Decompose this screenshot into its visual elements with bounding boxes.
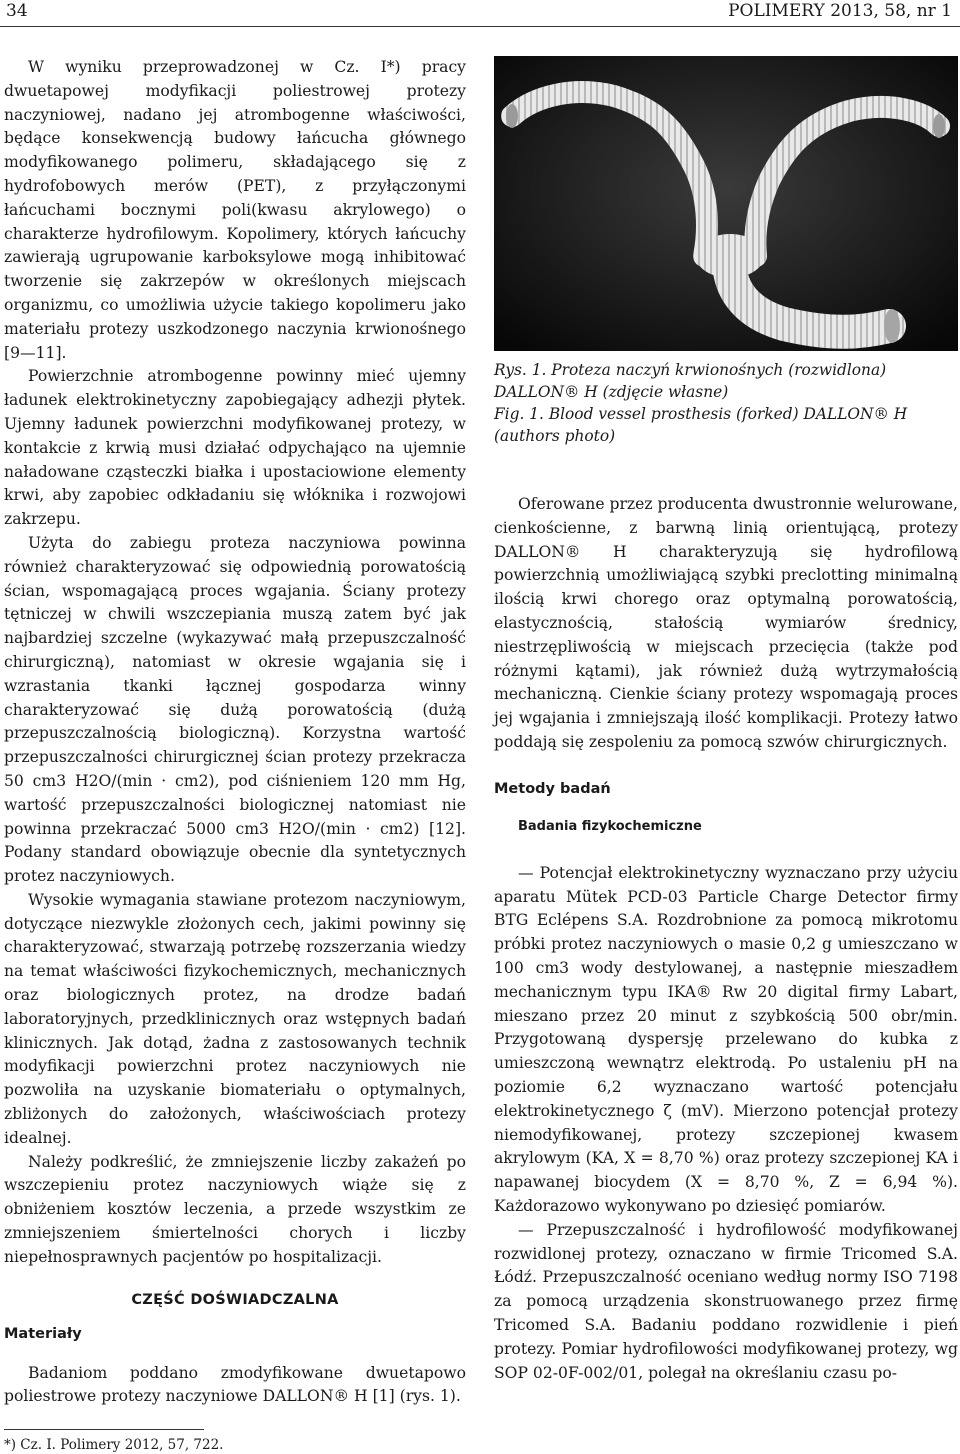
footnote: *) Cz. I. Polimery 2012, 57, 722.: [4, 1437, 224, 1454]
paragraph-infections: Należy podkreślić, że zmniejszenie liczby zakażeń po wszczepieniu protez naczyniowych wiąże się z obniżeniem kosztów leczenia, a przede wszystkim ze zmniejszeniem śmiertelności chorych i liczby niepełnosprawnych pacjentów po hospitalizacji.: [4, 1152, 466, 1266]
methods-title: Metody badań: [494, 780, 611, 797]
right-column: [494, 56, 958, 1385]
paragraph-product-description: Oferowane przez producenta dwustronnie welurowane, cienkościenne, z barwną linią orientującą, protezy DALLON® H charakteryzują się hydrofilową powierzchnią umożliwiającą szybki preclotting minimalną ilością krwi chorego oraz optymalną porowatością, elastycznością, stałością wymiarów średnicy, niestrzępliwością w miejscach przecięcia (także pod różnymi kątami), jak również dużą wytrzymałością mechaniczną. Cienkie ściany protezy wspomagają proces jej wgajania i zmniejszają ilość komplikacji. Protezy łatwo poddają się zespoleniu za pomocą szwów chirurgicznych.: [494, 495, 958, 751]
figure-photo: [494, 56, 958, 351]
journal-header: POLIMERY 2013, 58, nr 1: [728, 1, 952, 21]
paragraph-requirements: Wysokie wymagania stawiane protezom naczyniowym, dotyczące niezwykle złożonych cech, jakimi powinny się charakteryzować, stwarzają potrzebę rozszerzania wiedzy na temat właściwości fizykochemicznych, mechanicznych oraz biologicznych protez, na drodze badań laboratoryjnych, przedklinicznych oraz wstępnych badań klinicznych. Jak dotąd, żadna z zastosowanych technik modyfikacji powierzchni protez naczyniowych nie pozwoliła na uzyskanie biomateriału o optymalnych, zbliżonych do założonych, właściwościach protezy idealnej.: [4, 890, 466, 1147]
prosthesis-photo-image: [494, 56, 958, 351]
physchem-title: Badania fizykochemiczne: [518, 818, 702, 834]
figure-caption-english: Fig. 1. Blood vessel prosthesis (forked) DALLON® H (authors photo): [494, 405, 908, 445]
header-rule: [0, 26, 960, 27]
page-number: 34: [6, 1, 28, 21]
paragraph-charge: Powierzchnie atrombogenne powinny mieć ujemny ładunek elektrokinetyczny zapobiegający adhezji płytek. Ujemny ładunek powierzchni modyfikowanej protezy, w kontakcie z krwią musi działać odpychająco na ujemnie naładowane cząsteczki białka i upostaciowione elementy krwi, aby zapobiec odkładaniu się włóknika i rozwojowi zakrzepu.: [4, 367, 466, 529]
paragraph-porosity: Użyta do zabiegu proteza naczyniowa powinna również charakteryzować się odpowiednią porowatością ścian, wspomagającą proces wgajania. Ściany protezy tętniczej w chwili wszczepiania muszą zatem być jak najbardziej szczelne (wykazywać małą przepuszczalność chirurgiczną), natomiast w okresie wgajania się i wzrastania tkanki łącznej gospodarza winny charakteryzować się dużą porowatością (dużą przepuszczalnością biologiczną). Korzystna wartość przepuszczalności chirurgicznej ścian protezy przekracza 50 cm3 H2O/(min · cm2), pod ciśnieniem 120 mm Hg, wartość przepuszczalności biologicznej natomiast nie powinna przekraczać 5000 cm3 H2O/(min · cm2) [12]. Podany standard obowiązuje obecnie dla syntetycznych protez naczyniowych.: [4, 533, 466, 886]
section-title: CZĘŚĆ DOŚWIADCZALNA: [131, 1291, 339, 1308]
subsection-title-materials: Materiały: [4, 1325, 82, 1342]
paragraph-materials: Badaniom poddano zmodyfikowane dwuetapowo poliestrowe protezy naczyniowe DALLON® H [1] (rys. 1).: [4, 1363, 466, 1406]
paragraph-electrokinetic: — Potencjał elektrokinetyczny wyznaczano przy użyciu aparatu Mütek PCD-03 Particle Charge Detector firmy BTG Eclépens S.A. Rozdrobnione za pomocą mikrotomu próbki protez naczyniowych o masie 0,2 g umieszczano w 100 cm3 wody destylowanej, a następnie mieszadłem mechanicznym typu IKA® Rw 20 digital firmy Labart, mieszano przez 20 minut z szybkością 500 obr/min. Przygotowaną dyspersję przelewano do kubka z umieszczoną wewnątrz elektrodą. Po ustaleniu pH na poziomie 6,2 wyznaczano wartość potencjału elektrokinetycznego ζ (mV). Mierzono potencjał protezy niemodyfikowanej, protezy szczepionej kwasem akrylowym (KA, X = 8,70 %) oraz protezy szczepionej KA i napawanej biocydem (X = 8,70 %, Z = 6,94 %). Każdorazowo wykonywano po dziesięć pomiarów.: [494, 863, 958, 1215]
figure-caption-polish: Rys. 1. Proteza naczyń krwionośnych (rozwidlona) DALLON® H (zdjęcie własne): [494, 361, 887, 401]
paragraph-permeability: — Przepuszczalność i hydrofilowość modyfikowanej rozwidlonej protezy, oznaczano w firmie Tricomed S.A. Łódź. Przepuszczalność oceniano według normy ISO 7198 za pomocą urządzenia skonstruowanego przez firmę Tricomed S.A. Badaniu poddano rozwidlenie i pień protezy. Pomiar hydrofilowości modyfikowanej protezy, wg SOP 02-0F-002/01, polegał na określaniu czasu po-: [494, 1220, 958, 1382]
paragraph-intro: W wyniku przeprowadzonej w Cz. I*) pracy dwuetapowej modyfikacji poliestrowej protezy naczyniowej, nadano jej atrombogenne właściwości, będące konsekwencją budowy łańcucha głównego modyfikowanego polimeru, składającego się z hydrofobowych merów (PET), z przyłączonymi łańcuchami bocznymi poli(kwasu akrylowego) o charakterze hydrofilowym. Kopolimery, których łańcuchy zawierają ugrupowanie karboksylowe mogą inhibitować tworzenie się zakrzepów w określonych miejscach organizmu, co umożliwia użycie takiego kopolimeru jako materiału protezy uszkodzonego naczynia krwionośnego [9—11].: [4, 58, 466, 362]
left-column: [4, 56, 466, 1454]
footnote-rule: [4, 1429, 204, 1430]
